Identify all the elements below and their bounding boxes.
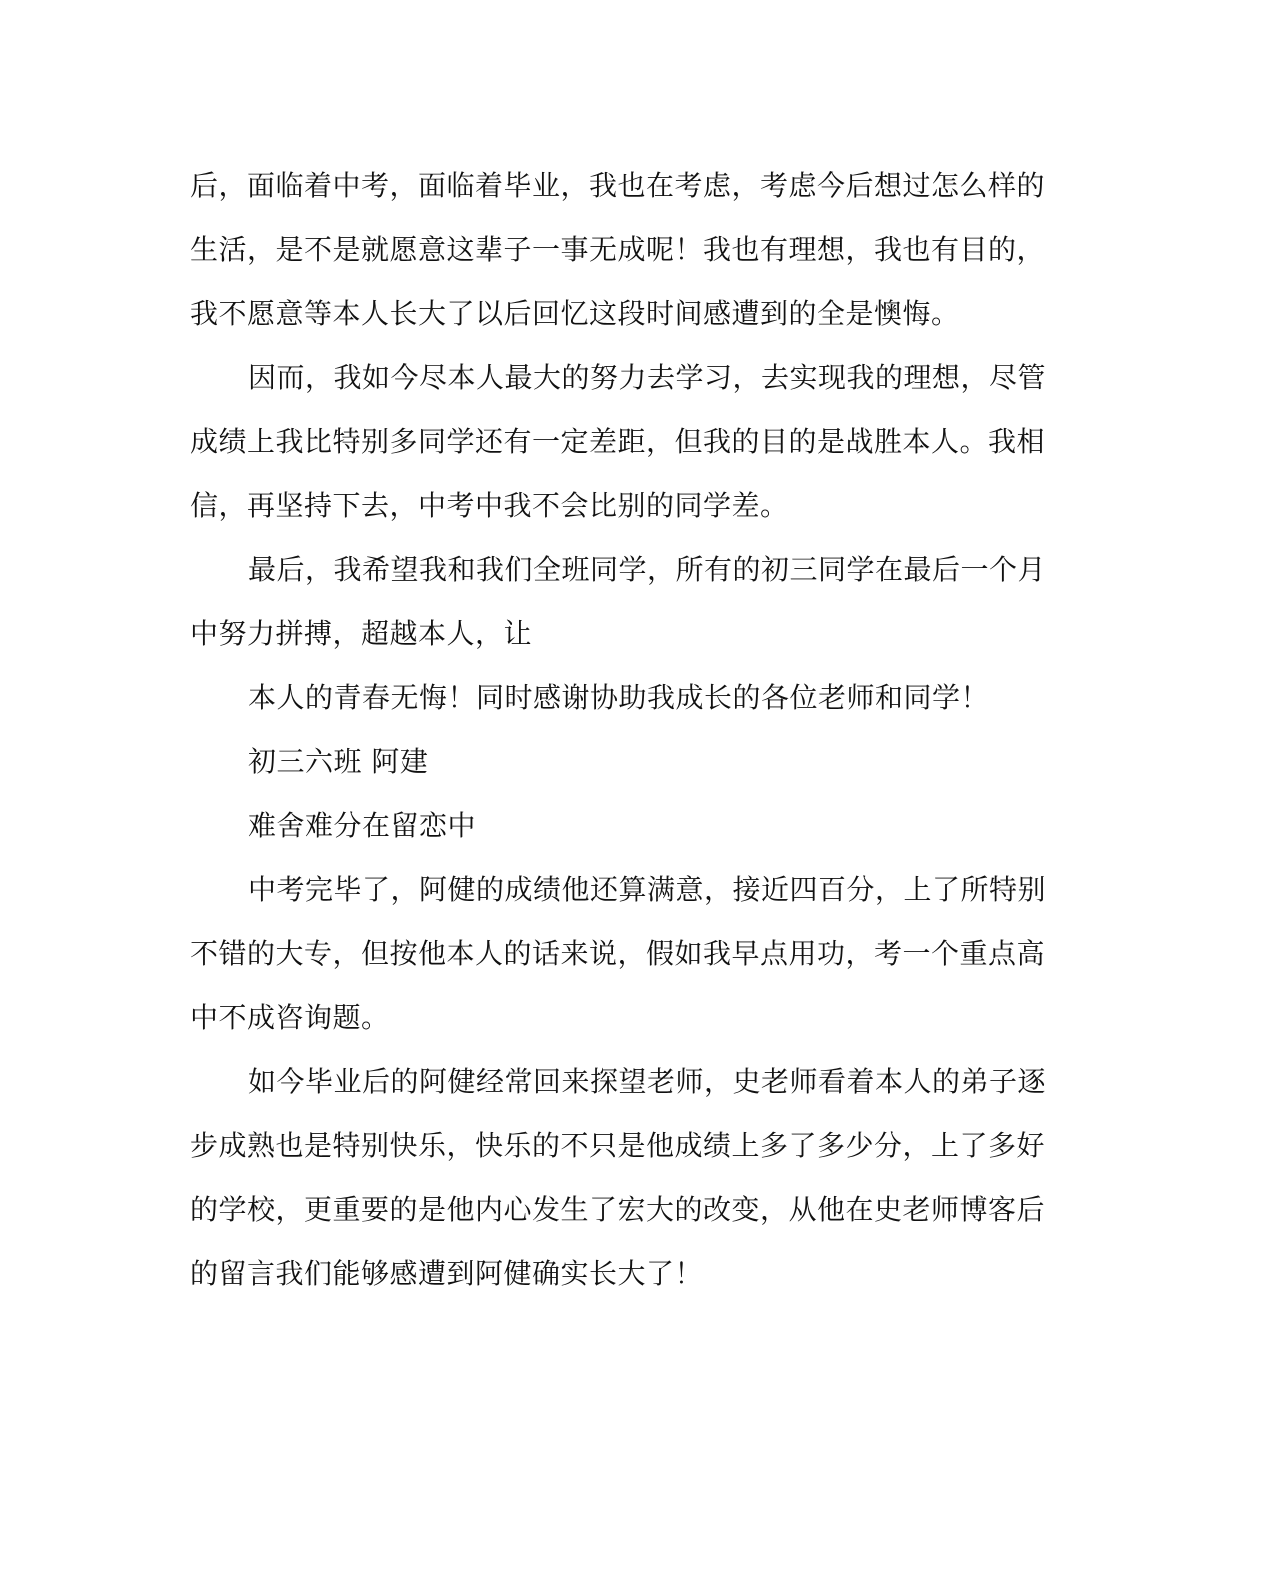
paragraph-start-line: 因而，我如今尽本人最大的努力去学习，去实现我的理想，尽管 [248,361,1047,394]
section-heading: 难舍难分在留恋中 [248,809,477,842]
paragraph-start-line: 中考完毕了，阿健的成绩他还算满意，接近四百分，上了所特别 [248,873,1047,906]
signature-line: 初三六班 阿建 [248,745,429,778]
text-line: 不错的大专，但按他本人的话来说，假如我早点用功，考一个重点高 [190,937,1046,970]
text-line: 信，再坚持下去，中考中我不会比别的同学差。 [190,489,789,522]
text-line: 成绩上我比特别多同学还有一定差距，但我的目的是战胜本人。我相 [190,425,1046,458]
text-line: 我不愿意等本人长大了以后回忆这段时间感遭到的全是懊悔。 [190,297,960,330]
text-line: 的学校，更重要的是他内心发生了宏大的改变，从他在史老师博客后 [190,1193,1046,1226]
paragraph-start-line: 最后，我希望我和我们全班同学，所有的初三同学在最后一个月 [248,553,1047,586]
document-body [190,154,1050,1306]
text-line: 中努力拼搏，超越本人，让 [190,617,533,650]
text-line: 生活，是不是就愿意这辈子一事无成呢！我也有理想，我也有目的， [190,233,1046,266]
paragraph-start-line: 本人的青春无悔！同时感谢协助我成长的各位老师和同学！ [248,681,990,714]
text-line: 后，面临着中考，面临着毕业，我也在考虑，考虑今后想过怎么样的 [190,169,1046,202]
text-line: 的留言我们能够感遭到阿健确实长大了！ [190,1257,704,1290]
text-line: 中不成咨询题。 [190,1001,390,1034]
paragraph-start-line: 如今毕业后的阿健经常回来探望老师，史老师看着本人的弟子逐 [248,1065,1047,1098]
text-line: 步成熟也是特别快乐，快乐的不只是他成绩上多了多少分，上了多好 [190,1129,1046,1162]
